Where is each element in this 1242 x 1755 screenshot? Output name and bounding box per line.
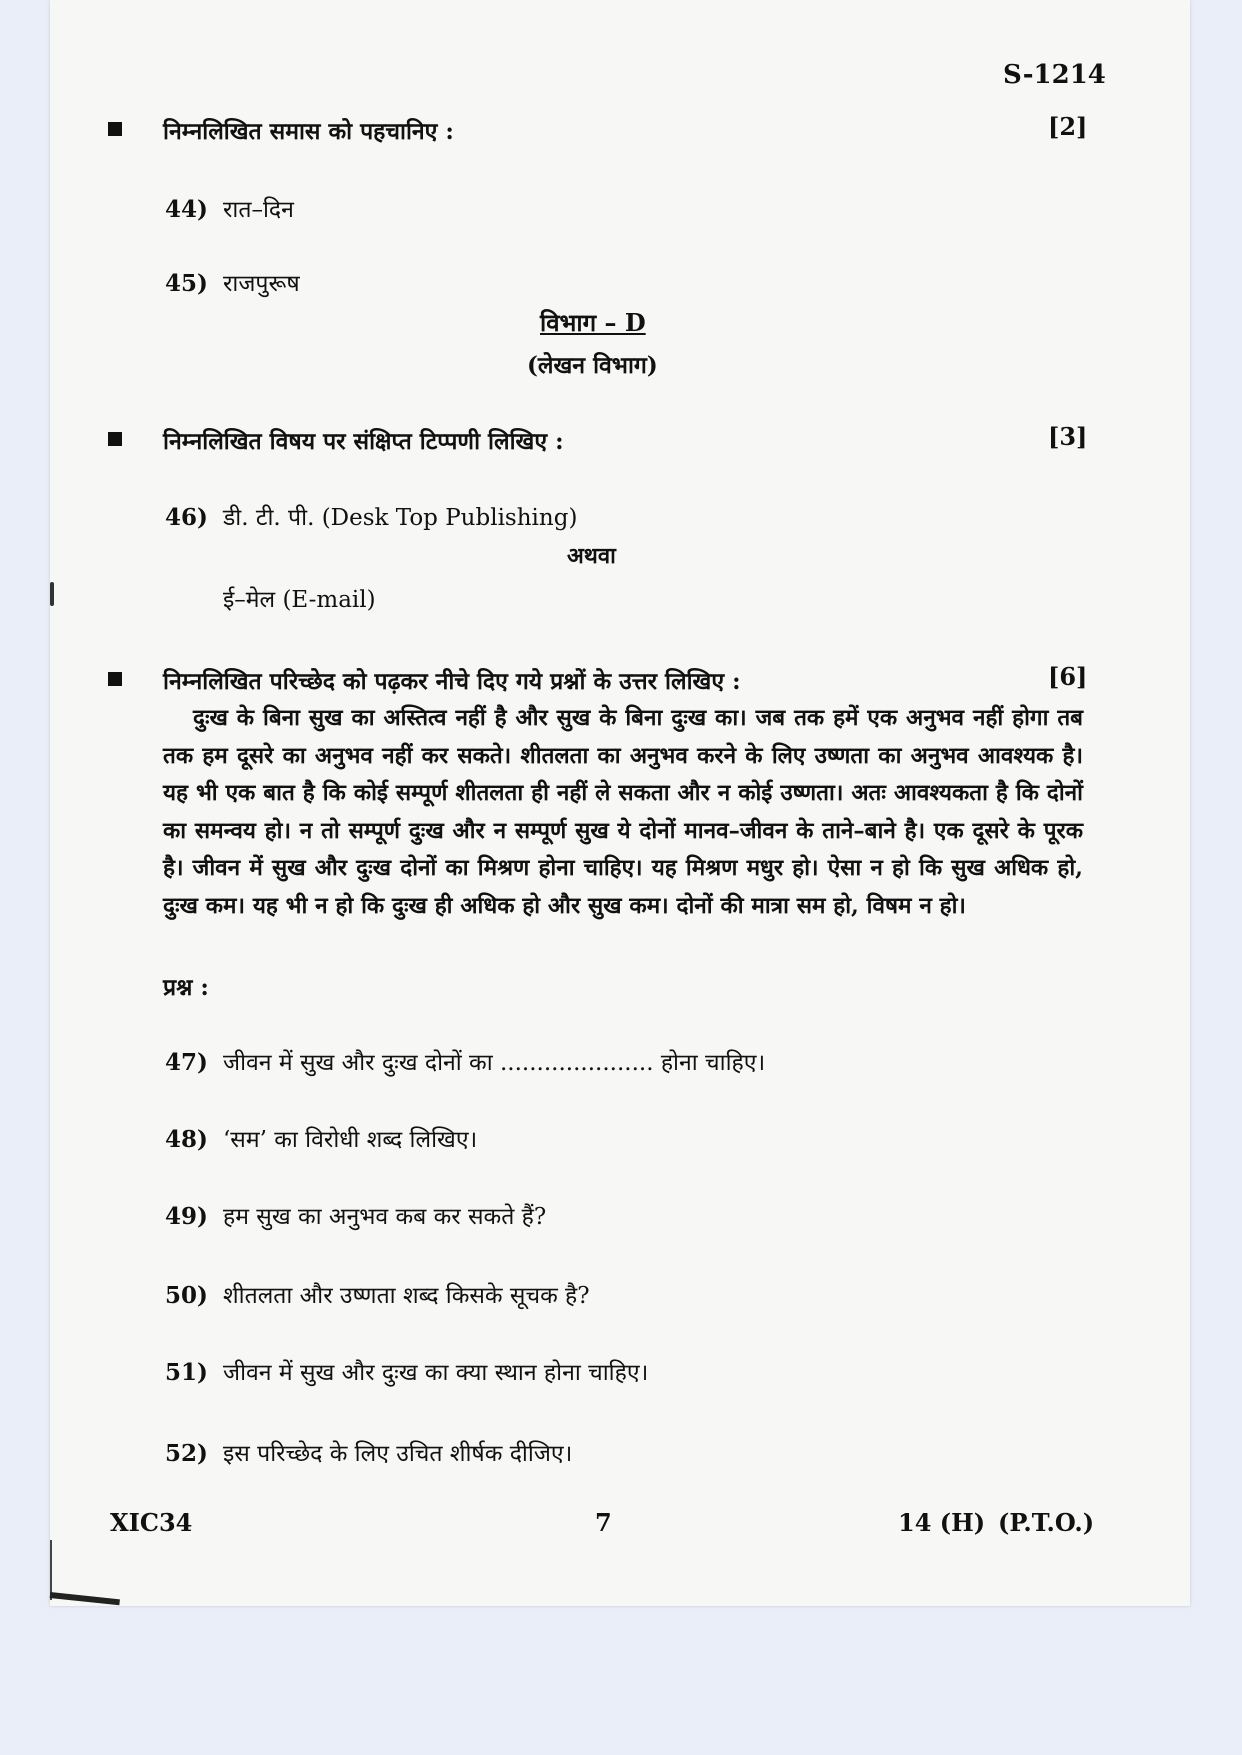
- paper-code: S-1214: [1003, 60, 1106, 90]
- question-text: जीवन में सुख और दुःख दोनों का ..................... होना चाहिए।: [223, 1050, 766, 1076]
- question-number: 50): [165, 1282, 208, 1309]
- question-49: [165, 1199, 546, 1231]
- question-number: 51): [165, 1359, 208, 1386]
- question-45: [165, 266, 300, 298]
- question-47: [165, 1045, 765, 1077]
- question-text: हम सुख का अनुभव कब कर सकते हैं?: [223, 1204, 547, 1230]
- marks-passage: [6]: [1048, 662, 1088, 691]
- page-edge-line: [50, 1540, 52, 1600]
- question-number: 46): [165, 504, 208, 531]
- footer-code: XIC34: [110, 1508, 193, 1537]
- passage-text: दुःख के बिना सुख का अस्तित्व नहीं है और सुख के बिना दुःख का। जब तक हमें एक अनुभव नहीं होगा तब तक हम दूसरे का अनुभव नहीं कर सकते। शीतलता का अनुभव करने के लिए उष्णता का अनुभव आवश्यक है। यह भी एक बात है कि कोई सम्पूर्ण शीतलता ही नहीं ले सकता और न कोई उष्णता। अतः आवश्यकता है कि दोनों का समन्वय हो। न तो सम्पूर्ण दुःख और न सम्पूर्ण सुख ये दोनों मानव–जीवन के ताने–बाने है। एक दूसरे के पूरक है। जीवन में सुख और दुःख दोनों का मिश्रण होना चाहिए। यह मिश्रण मधुर हो। ऐसा न हो कि सुख अधिक हो, दुःख कम। यह भी न हो कि दुःख ही अधिक हो और सुख कम। दोनों की मात्रा सम हो, विषम न हो।: [163, 705, 1083, 919]
- question-number: 48): [165, 1126, 208, 1153]
- question-44: [165, 192, 294, 224]
- question-text: शीतलता और उष्णता शब्द किसके सूचक है?: [223, 1283, 590, 1309]
- question-text: इस परिच्छेद के लिए उचित शीर्षक दीजिए।: [223, 1441, 573, 1467]
- question-text: ‘सम’ का विरोधी शब्द लिखिए।: [223, 1127, 478, 1153]
- question-number: 47): [165, 1049, 208, 1076]
- question-46-alternative: ई–मेल (E-mail): [223, 587, 376, 613]
- section-d-title: विभाग – D: [540, 308, 646, 337]
- question-text: रात–दिन: [223, 197, 294, 223]
- question-number: 44): [165, 196, 208, 223]
- marks-samas: [2]: [1048, 112, 1088, 141]
- question-50: [165, 1278, 590, 1310]
- bullet-square-icon: [108, 122, 122, 136]
- binding-mark: [50, 582, 54, 606]
- question-number: 52): [165, 1440, 208, 1467]
- or-label: अथवा: [567, 543, 616, 569]
- bullet-square-icon: [108, 672, 122, 686]
- bullet-square-icon: [108, 432, 122, 446]
- question-46: [165, 500, 577, 532]
- instruction-short-note: निम्नलिखित विषय पर संक्षिप्त टिप्पणी लिखिए :: [163, 428, 564, 455]
- question-text: राजपुरूष: [223, 271, 300, 297]
- footer-page-count: 14 (H): [898, 1508, 986, 1537]
- instruction-samas: निम्नलिखित समास को पहचानिए :: [163, 118, 454, 145]
- questions-label: प्रश्न :: [163, 974, 209, 1001]
- question-48: [165, 1122, 477, 1154]
- question-number: 49): [165, 1203, 208, 1230]
- question-52: [165, 1436, 572, 1468]
- question-text: डी. टी. पी. (Desk Top Publishing): [223, 505, 578, 531]
- footer-pto: (P.T.O.): [998, 1508, 1095, 1537]
- footer-page-number: 7: [595, 1508, 612, 1537]
- question-51: [165, 1355, 648, 1387]
- instruction-passage: निम्नलिखित परिच्छेद को पढ़कर नीचे दिए गये प्रश्नों के उत्तर लिखिए :: [163, 668, 741, 695]
- exam-page: [50, 0, 1190, 1606]
- section-d-subtitle: (लेखन विभाग): [527, 352, 658, 379]
- marks-short-note: [3]: [1048, 422, 1088, 451]
- question-number: 45): [165, 270, 208, 297]
- question-text: जीवन में सुख और दुःख का क्या स्थान होना चाहिए।: [223, 1360, 649, 1386]
